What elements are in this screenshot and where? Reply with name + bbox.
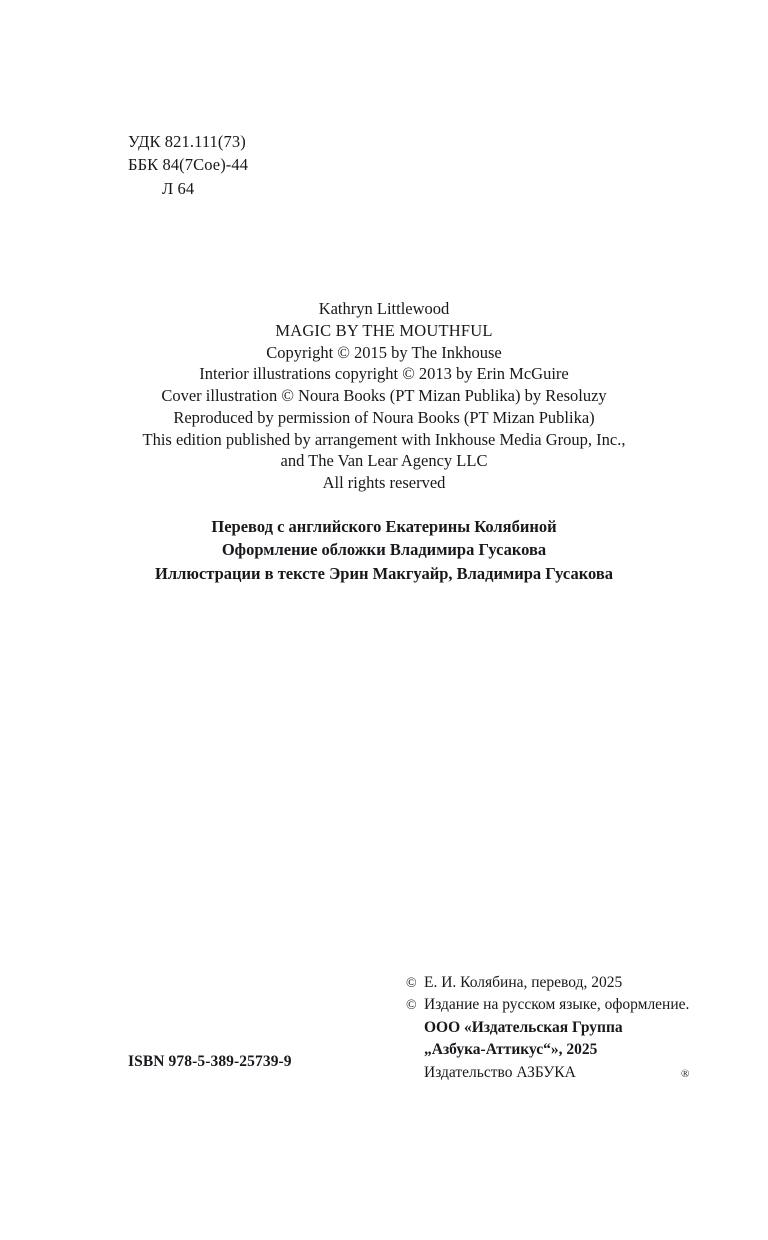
publisher-imprint: Издательство АЗБУКА xyxy=(424,1063,576,1081)
legal-row xyxy=(406,972,689,994)
credits-block xyxy=(0,515,768,585)
udk-code: УДК 821.111(73) xyxy=(128,132,246,151)
edition-arrangement-line: This edition published by arrangement with Inkhouse Media Group, Inc., xyxy=(142,429,626,449)
rights-reserved-line: All rights reserved xyxy=(322,473,446,493)
bbk-code: ББК 84(7Сое)-44 xyxy=(128,155,249,175)
publisher-group-line-1: ООО «Издательская Группа xyxy=(424,1018,623,1036)
publisher-group-line-2: „Азбука-Аттикус“», 2025 xyxy=(424,1041,598,1059)
copyright-symbol-icon: © xyxy=(406,998,417,1014)
cover-illustration-line: Cover illustration © Noura Books (PT Mizan Publika) by Resoluzy xyxy=(161,386,607,406)
legal-block xyxy=(406,972,689,1084)
legal-row xyxy=(406,1017,689,1039)
reproduction-permission-line: Reproduced by permission of Noura Books (PT Mizan Publika) xyxy=(173,407,595,427)
legal-row xyxy=(406,994,689,1016)
translation-rights-text: Е. И. Колябина, перевод, 2025 xyxy=(424,974,623,991)
isbn-number: ISBN 978-5-389-25739-9 xyxy=(128,1053,292,1070)
registered-trademark-icon: ® xyxy=(681,1067,690,1080)
interior-illustrations-line: Interior illustrations copyright © 2013 by Erin McGuire xyxy=(199,364,569,384)
translator-credit: Перевод с английского Екатерины Колябиной xyxy=(211,517,557,536)
shelf-code: Л 64 xyxy=(162,178,195,198)
cover-designer-credit: Оформление обложки Владимира Гусакова xyxy=(221,540,547,560)
legal-row xyxy=(406,1062,689,1084)
copyright-line: Copyright © 2015 by The Inkhouse xyxy=(266,342,502,362)
agency-line: and The Van Lear Agency LLC xyxy=(280,451,488,471)
legal-row xyxy=(406,1039,689,1061)
original-title: MAGIC BY THE MOUTHFUL xyxy=(275,320,493,340)
russian-edition-text: Издание на русском языке, оформление. xyxy=(424,996,690,1014)
original-copyright-block xyxy=(0,298,768,494)
author-name: Kathryn Littlewood xyxy=(318,299,450,318)
copyright-symbol-icon: © xyxy=(406,976,417,991)
illustrators-credit: Иллюстрации в тексте Эрин Макгуайр, Владимира Гусакова xyxy=(155,563,613,583)
classification-codes xyxy=(128,130,248,200)
